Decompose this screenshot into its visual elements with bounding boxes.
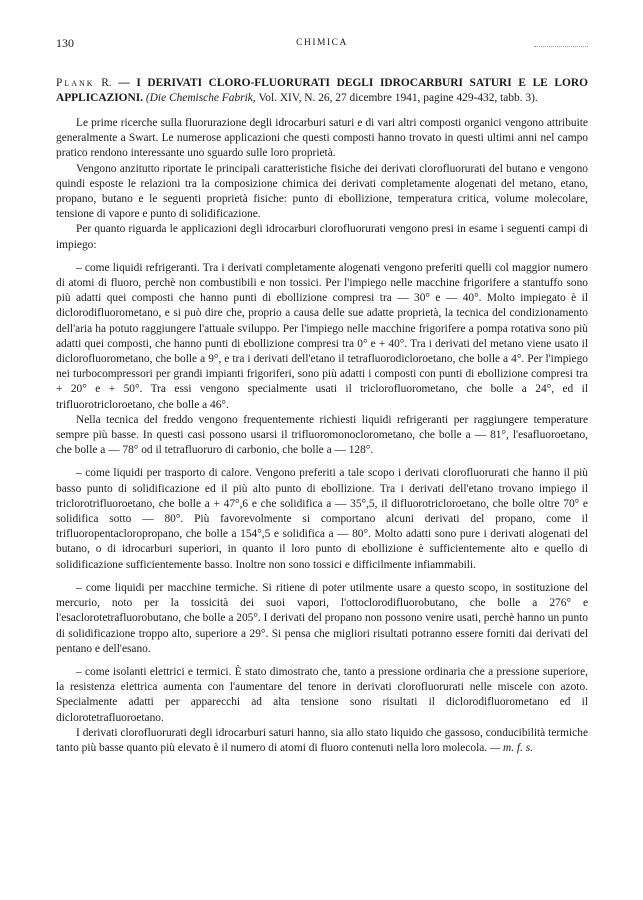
article-title: I DERIVATI CLORO-FLUORURATI DEGLI IDROCARBURI SATURI E LE LORO APPLICAZIONI. (56, 77, 588, 104)
article-heading (56, 76, 588, 106)
paragraph-intro: Le prime ricerche sulla fluorurazione degli idrocarburi saturi e di vari altri composti organici vengono attribuite generalmente a Swart. Le numerose applicazioni che questi composti hanno trovato in questi ultimi anni nel campo pratico rendono interessante uno sguardo sulle loro proprietà. (56, 117, 588, 160)
author-surname: Plank (56, 77, 95, 89)
article-body (56, 116, 588, 756)
paragraph-applications: Per quanto riguarda le applicazioni degli idrocarburi clorofluorurati vengono presi in esame i seguenti campi di impiego: (56, 223, 588, 251)
signature: — m. f. s. (490, 741, 534, 754)
page-number: 130 (56, 36, 74, 50)
source-journal: (Die Chemische Fabrik, (145, 92, 256, 104)
paragraph-properties: Vengono anzitutto riportate le principali caratteristiche fisiche dei derivati clorofluorurati del butano e vengono quindi esposte le relazioni tra la composizione chimica dei derivati completamente alogenati del metano, etano, propano, butano e le seguenti proprietà fisiche: punto di ebollizione, temperatura critica, volume molecolare, tensione di vapore e punto di solidificazione. (56, 162, 588, 221)
paragraph-heat-transfer: – come liquidi per trasporto di calore. Vengono preferiti a tale scopo i derivati clorofluorurati che hanno il più basso punto di solidificazione ed il più alto punto di ebollizione. Tra i derivati dell'etano trovano impiego il triclorotrifluoroetano, che bolle a + 47°,6 e che solidifica a — 35°,5, il difluorotricloroetano, che bolle oltre 70° e solidifica sotto — 80°. Più favorevolmente si comportano alcuni derivati del propano, come il trifluoropentacloropropano, che bolle a 154°,5 e solidifica a — 80°. Molto adatti sono pure i derivati alogenati del butano, o di idrocarburi superiori, in quanto il loro punto di ebollizione è sufficientemente alto e quello di solidificazione sufficientemente basso. Inoltre non sono tossici e difficilmente infiammabili. (56, 467, 588, 571)
paragraph-refrigerants: – come liquidi refrigeranti. Tra i derivati completamente alogenati vengono preferiti quelli col maggior numero di atomi di fluoro, perchè non combustibili e non tossici. Per l'impiego nelle macchine frigorifere a stantuffo sono più adatti quei composti che hanno punti di ebollizione compresi tra — 30° e — 40°. Molto impiegato è il diclorodifluorometano, e si può dire che, proprio a causa delle sue adatte proprietà, la tecnica del condizionamento dell'aria ha potuto raggiungere l'attuale sviluppo. Per l'impiego nelle macchine frigorifere a pompa rotativa sono più adatti quei composti, che hanno punti di ebollizione compresi tra 0° e + 40°. Tra i derivati del metano viene usato il diclorofluorometano, che bolle a 9°, e tra i derivati dell'etano il tetrafluorodicloroetano, che bolle a 4°. Per l'impiego nei turbocompressori per grandi impianti frigoriferi, sono più adatti i composti con punti di ebollizione compresi tra + 20° e + 50°. Tra essi vengono specialmente usati il triclorofluorometano, che bolle a 24°, ed il trifluorotricloroetano, che bolle a 46°. (56, 261, 588, 411)
paragraph-conductivity (56, 726, 588, 756)
paragraph-low-temperature: Nella tecnica del freddo vengono frequentemente richiesti liquidi refrigeranti per raggiungere temperature sempre più basse. In questi casi possono usarsi il trifluoromonoclorometano, che bolle a — 81°, l'esafluoroetano, che bolle a — 78° od il tetrafluoruro di carbonio, che bolle a — 128°. (56, 413, 588, 457)
conductivity-text: I derivati clorofluorurati degli idrocarburi saturi hanno, sia allo stato liquido che gassoso, conducibilità termiche tanto più basse quanto più elevato è il numero di atomi di fluoro contenuti nella loro molecola. (56, 726, 588, 754)
running-head (56, 36, 588, 52)
section-title: CHIMICA (296, 38, 348, 48)
author-initial: R. (101, 77, 112, 89)
source-details: Vol. XIV, N. 26, 27 dicembre 1941, pagine 429-432, tabb. 3). (258, 92, 538, 104)
heading-dash: — (118, 77, 130, 89)
document-page (56, 36, 588, 756)
header-rule (534, 46, 588, 47)
paragraph-thermal-engines: – come liquidi per macchine termiche. Si ritiene di poter utilmente usare a questo scopo, in sostituzione del mercurio, noto per la tossicità dei suoi vapori, l'ottoclorodifluorobutano, che bolle a 276° e l'esaclorotetrafluorobutano, che bolle a 205°. I derivati del propano non possono venire usati, perchè hanno un punto di solidificazione troppo alto, superiore a 29°. Si pensa che migliori risultati potranno essere forniti dai derivati del pentano e dell'esano. (56, 581, 588, 655)
paragraph-insulators: – come isolanti elettrici e termici. È stato dimostrato che, tanto a pressione ordinaria che a pressione superiore, la resistenza elettrica aumenta con l'aumentare del tenore in derivati clorofluorurati nelle miscele con azoto. Specialmente adatti per apparecchi ad alta tensione sono risultati il diclorodifluorometano ed il diclorotetrafluoroetano. (56, 665, 588, 724)
